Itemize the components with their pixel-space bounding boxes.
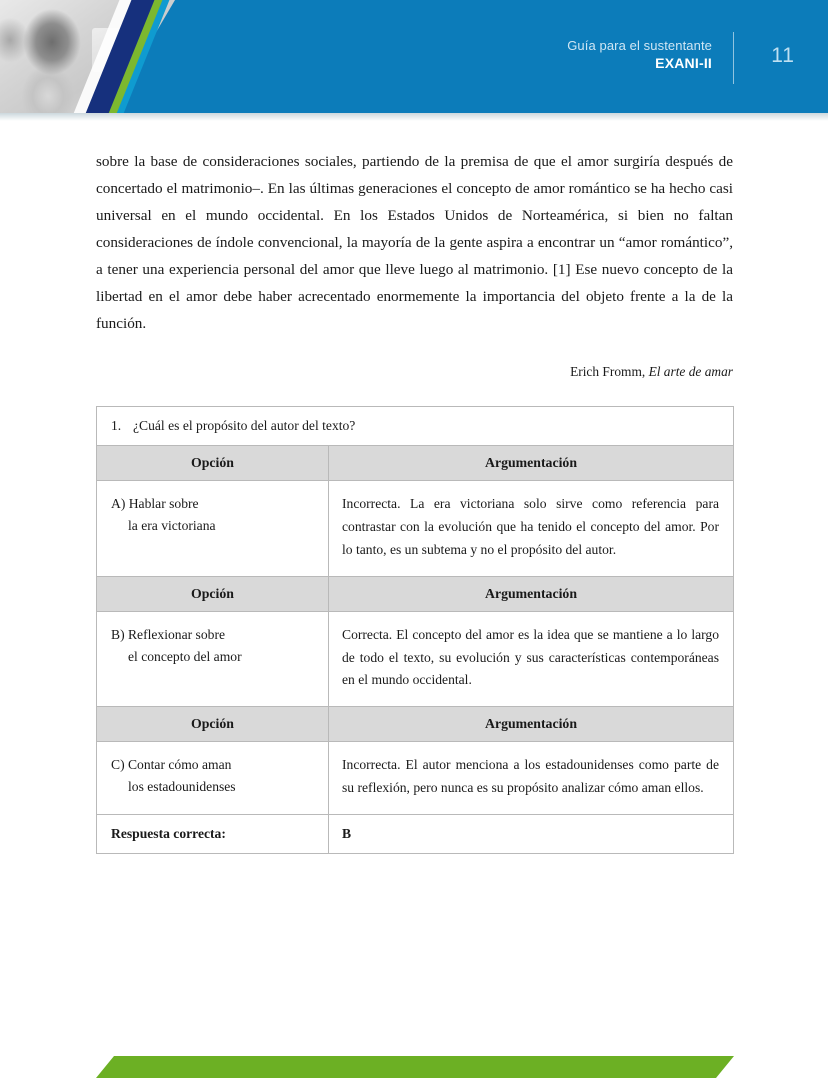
table-row [97,481,734,576]
answer-row [97,814,734,853]
question-number: 1. [111,418,122,434]
header-title-block [567,38,712,73]
column-header-argument-b: Argumentación [329,576,734,611]
column-header-argument-c: Argumentación [329,707,734,742]
header-shadow [0,113,828,121]
column-header-option-b: Opción [97,576,329,611]
column-header-row-c [97,707,734,742]
question-text: ¿Cuál es el propósito del autor del texto? [133,418,356,434]
question-cell [97,407,734,446]
option-cell-c [97,742,329,815]
option-c-line2: los estadounidenses [128,779,236,795]
header-title: EXANI-II [655,54,712,71]
column-header-row-b [97,576,734,611]
attribution-author: Erich Fromm, [570,364,649,380]
body-paragraph: sobre la base de consideraciones sociales, partiendo de la premisa de que el amor surgiría después de concertado el matrimonio–. En las últimas generaciones el concepto de amor romántico se ha hecho casi universal en el mundo occidental. En los Estados Unidos de Norteamérica, si bien no faltan consideraciones de índole convencional, la mayoría de la gente aspira a encontrar un “amor romántico”, a tener una experiencia personal del amor que lleve luego al matrimonio. [1] Ese nuevo concepto de la libertad en el amor debe haber acrecentado enormemente la importancia del objeto frente a la de la función. [96,153,733,333]
column-header-option-c: Opción [97,707,329,742]
column-header-argument-a: Argumentación [329,446,734,481]
question-row [97,407,734,446]
column-header-row-a [97,446,734,481]
argument-cell-b: Correcta. El concepto del amor es la idea que se mantiene a lo largo de todo el texto, su evolución y sus características contemporáneas en el mundo occidental. [329,611,734,706]
table-row [97,611,734,706]
question-answer-table [96,406,734,854]
page-content [96,148,733,854]
page-number: 11 [771,44,795,67]
attribution-work-title: El arte de amar [648,364,733,380]
option-cell-a [97,481,329,576]
header-subtitle: Guía para el sustentante [567,38,712,53]
option-cell-b [97,611,329,706]
option-b-line2: el concepto del amor [128,648,242,664]
header-divider [733,32,734,84]
answer-value: B [329,814,734,853]
page-header [0,0,828,113]
footer-accent-bar [96,1056,734,1078]
option-b-line1: B) Reflexionar sobre [111,626,226,642]
option-a-line1: A) Hablar sobre [111,496,199,512]
table-row [97,742,734,815]
column-header-option-a: Opción [97,446,329,481]
argument-cell-a: Incorrecta. La era victoriana solo sirve como referencia para contrastar con la evolución que ha tenido el concepto del amor. Por lo tanto, es un subtema y no el propósito del autor. [329,481,734,576]
option-c-line1: C) Contar cómo aman [111,757,232,773]
argument-cell-c: Incorrecta. El autor menciona a los estadounidenses como parte de su reflexión, pero nunca es su propósito analizar cómo aman ellos. [329,742,734,815]
source-attribution [96,364,733,380]
option-a-line2: la era victoriana [128,518,216,534]
answer-label: Respuesta correcta: [97,814,329,853]
